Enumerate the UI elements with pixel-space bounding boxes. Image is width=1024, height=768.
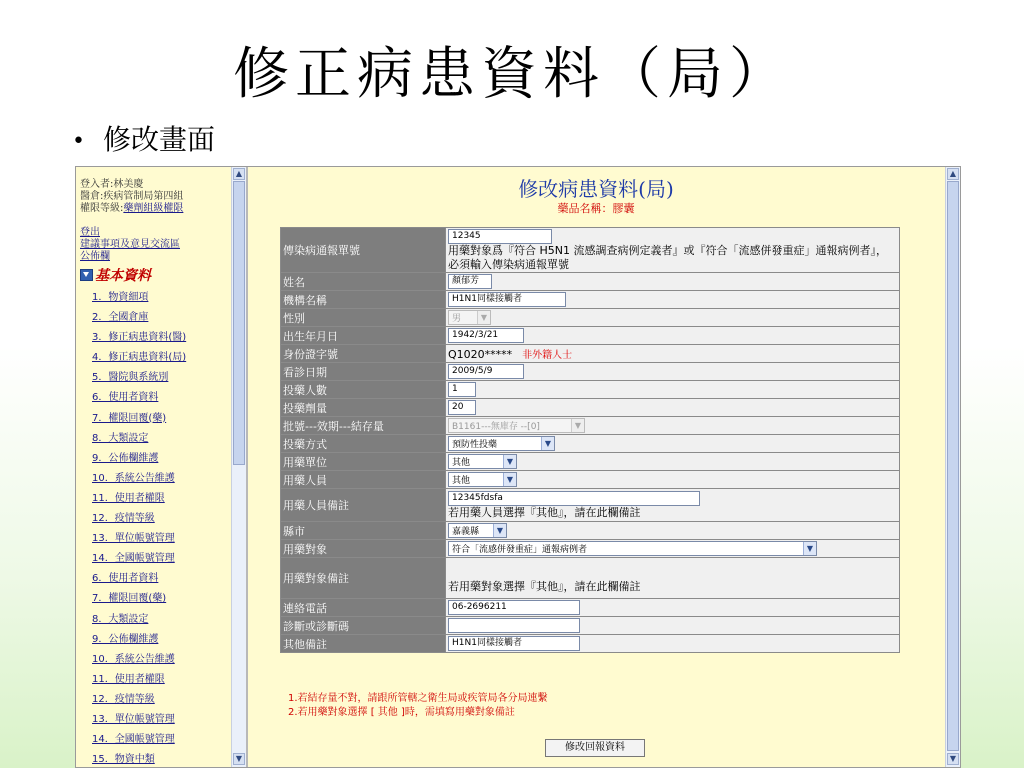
sidebar-item[interactable]: 6．使用者資料 (92, 392, 159, 404)
sidebar-item[interactable]: 15．物資中類 (92, 754, 155, 766)
login-info (80, 179, 230, 215)
id-label: 身份證字號 (281, 345, 446, 363)
report-no-hint: 用藥對象爲『符合 H5N1 流感調查病例定義者』或『符合「流感併發重症」通報病例者』，必須輸入傳染病通報單號 (448, 244, 887, 271)
target-note-label: 用藥對象備註 (281, 558, 446, 599)
chevron-down-icon: ▼ (477, 311, 490, 324)
drug-name: 藥品名稱：膠囊 (557, 202, 635, 215)
sidebar-item[interactable]: 14．全國帳號管理 (92, 734, 175, 746)
diag-input[interactable] (448, 618, 580, 633)
bulletin-link[interactable]: 公佈欄 (80, 251, 110, 262)
method-select[interactable]: 預防性投藥 ▼ (448, 436, 555, 451)
sidebar-item[interactable]: 14．全國帳號管理 (92, 553, 175, 565)
login-role: 權限等級:藥劑組級權限 (80, 203, 184, 214)
unit-select[interactable]: 其他 ▼ (448, 454, 517, 469)
sidebar-item[interactable]: 6．使用者資料 (92, 573, 159, 585)
scroll-down-icon[interactable]: ▼ (947, 753, 959, 765)
sidebar-item[interactable]: 11．使用者權限 (92, 673, 165, 685)
dose-input[interactable]: 20 (448, 400, 476, 415)
sidebar-item[interactable]: 2．全國倉庫 (92, 312, 149, 324)
birth-label: 出生年月日 (281, 327, 446, 345)
county-label: 縣市 (281, 522, 446, 540)
phone-label: 連絡電話 (281, 599, 446, 617)
scroll-up-icon[interactable]: ▲ (233, 168, 245, 180)
role-link[interactable]: 藥劑組級權限 (123, 203, 184, 214)
sidebar-item[interactable]: 11．使用者權限 (92, 492, 165, 504)
logout-link[interactable]: 登出 (80, 227, 100, 238)
sex-label: 性別 (281, 309, 446, 327)
sidebar-item[interactable]: 1．物資細項 (92, 292, 149, 303)
staff-note-label: 用藥人員備註 (281, 489, 446, 522)
report-no-label: 傳染病通報單號 (281, 228, 446, 273)
sidebar-item[interactable]: 7．權限回覆(藥) (92, 593, 167, 605)
submit-button[interactable]: 修改回報資料 (545, 739, 645, 757)
sidebar-menu (80, 288, 230, 768)
dose-label: 投藥劑量 (281, 399, 446, 417)
patient-form (280, 227, 900, 653)
bullet-text: 修改畫面 (102, 123, 215, 156)
sidebar-item[interactable]: 9．公佈欄維護 (92, 452, 159, 464)
chevron-down-icon: ▼ (541, 437, 554, 450)
notes (288, 692, 548, 720)
visit-label: 看診日期 (281, 363, 446, 381)
sidebar-item[interactable]: 13．單位帳號管理 (92, 713, 175, 725)
sidebar-item[interactable]: 3．修正病患資料(醫) (92, 332, 187, 344)
screenshot-frame (75, 166, 961, 768)
staff-label: 用藥人員 (281, 471, 446, 489)
birth-input[interactable]: 1942/3/21 (448, 328, 524, 343)
section-title: 基本資料 (95, 268, 151, 284)
count-label: 投藥人數 (281, 381, 446, 399)
chevron-down-icon: ▼ (493, 524, 506, 537)
chevron-down-icon: ▼ (803, 542, 816, 555)
staff-select[interactable]: 其他 ▼ (448, 472, 517, 487)
main-frame (248, 167, 960, 767)
name-input[interactable]: 顏郁芳 (448, 274, 492, 289)
section-basic-data[interactable] (80, 265, 230, 285)
sidebar-item[interactable]: 4．修正病患資料(局) (92, 352, 187, 364)
target-note-hint: 若用藥對象選擇『其他』，請在此欄備註 (448, 580, 641, 593)
sidebar-item[interactable]: 10．系統公告維護 (92, 472, 175, 484)
scroll-thumb[interactable] (947, 181, 959, 751)
note-line: 1.若結存量不對，請跟所管轄之衛生局或疾管局各分局連繫 (288, 693, 548, 704)
sidebar-item[interactable]: 8．大類設定 (92, 432, 149, 444)
sex-select: 男 ▼ (448, 310, 491, 325)
other-label: 其他備註 (281, 635, 446, 653)
note-line: 2.若用藥對象選擇 [ 其他 ]時，需填寫用藥對象備註 (288, 707, 515, 718)
staff-note-input[interactable]: 12345fdsfa (448, 491, 700, 506)
county-select[interactable]: 嘉義縣 ▼ (448, 523, 507, 538)
other-input[interactable]: H1N1同樣接觸者 (448, 636, 580, 651)
target-label: 用藥對象 (281, 540, 446, 558)
method-label: 投藥方式 (281, 435, 446, 453)
target-select[interactable]: 符合「流感併發重症」通報病例者 ▼ (448, 541, 817, 556)
bullet-line (72, 118, 215, 158)
login-org: 醫倉:疾病管制局第四組 (80, 191, 184, 202)
phone-input[interactable]: 06-2696211 (448, 600, 580, 615)
id-note: 非外籍人士 (522, 350, 573, 361)
collapse-icon[interactable] (80, 269, 93, 281)
suggest-link[interactable]: 建議事項及意見交流區 (80, 239, 180, 250)
login-user: 登入者:林美慶 (80, 179, 144, 190)
sidebar-item[interactable]: 13．單位帳號管理 (92, 533, 175, 545)
scroll-down-icon[interactable]: ▼ (233, 753, 245, 765)
unit-label: 用藥單位 (281, 453, 446, 471)
chevron-down-icon: ▼ (503, 473, 516, 486)
name-label: 姓名 (281, 273, 446, 291)
sidebar-item[interactable]: 10．系統公告維護 (92, 653, 175, 665)
chevron-down-icon: ▼ (503, 455, 516, 468)
count-input[interactable]: 1 (448, 382, 476, 397)
diag-label: 診斷或診斷碼 (281, 617, 446, 635)
org-input[interactable]: H1N1同樣接觸者 (448, 292, 566, 307)
sidebar-item[interactable]: 8．大類設定 (92, 613, 149, 625)
main-scrollbar[interactable] (945, 167, 960, 767)
staff-note-hint: 若用藥人員選擇『其他』，請在此欄備註 (448, 505, 641, 519)
sidebar-item[interactable]: 12．疫情等級 (92, 693, 155, 705)
batch-label: 批號---效期---結存量 (281, 417, 446, 435)
sidebar-item[interactable]: 12．疫情等級 (92, 513, 155, 525)
sidebar-item[interactable]: 5．醫院與系統別 (92, 372, 169, 384)
org-label: 機構名稱 (281, 291, 446, 309)
chevron-down-icon: ▼ (571, 419, 584, 432)
sidebar (76, 167, 248, 767)
sidebar-item[interactable]: 7．權限回覆(藥) (92, 412, 167, 424)
sidebar-item[interactable]: 9．公佈欄維護 (92, 633, 159, 645)
slide-title: 修正病患資料（局） (233, 42, 791, 107)
scroll-up-icon[interactable]: ▲ (947, 168, 959, 180)
form-row-report-no (281, 228, 900, 273)
sidebar-scrollbar[interactable] (231, 167, 246, 767)
report-no-input[interactable]: 12345 (448, 229, 552, 244)
target-note-input[interactable] (448, 562, 897, 580)
visit-input[interactable]: 2009/5/9 (448, 364, 524, 379)
id-value: Q1020***** (448, 348, 513, 361)
page-title: 修改病患資料(局) (518, 177, 674, 201)
batch-select: B1161---無庫存 --[0] ▼ (448, 418, 585, 433)
scroll-thumb[interactable] (233, 181, 245, 465)
bullet-marker: • (72, 129, 85, 154)
